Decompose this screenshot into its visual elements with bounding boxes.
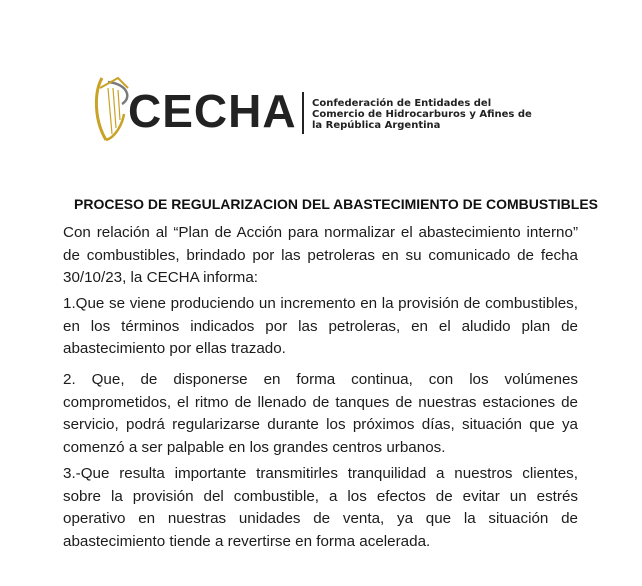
organization-name: Confederación de Entidades del Comercio de Hidrocarburos y Afines de la República Argentina (312, 98, 532, 131)
logo-divider (302, 92, 304, 134)
paragraph-intro: Con relación al “Plan de Acción para normalizar el abastecimiento interno” de combustibles, brindado por las petroleras en su comunicado de fecha 30/10/23, la CECHA informa: (63, 224, 578, 286)
logo-wordmark: CECHA (128, 85, 297, 137)
document-title: PROCESO DE REGULARIZACION DEL ABASTECIMIENTO DE COMBUSTIBLES (74, 196, 598, 212)
paragraph-point-1: 1.Que se viene produciendo un incremento en la provisión de combustibles, en los términos indicados por las petroleras, en el aludido plan de abastecimiento por ellas trazado. (63, 295, 578, 357)
paragraph-point-3: 3.-Que resulta importante transmitirles tranquilidad a nuestros clientes, sobre la provisión del combustible, a los efectos de evitar un estrés operativo en nuestras unidades de venta, ya que la situación de abastecimiento tiende a revertirse en forma acelerada. (63, 465, 578, 550)
letterhead (88, 74, 548, 146)
paragraph-point-2: 2. Que, de disponerse en forma continua, con los volúmenes comprometidos, el ritmo de llenado de tanques de nuestras estaciones de servicio, podrá regularizarse durante los próximos días, situación que ya comenzó a ser palpable en los grandes centros urbanos. (63, 371, 578, 456)
